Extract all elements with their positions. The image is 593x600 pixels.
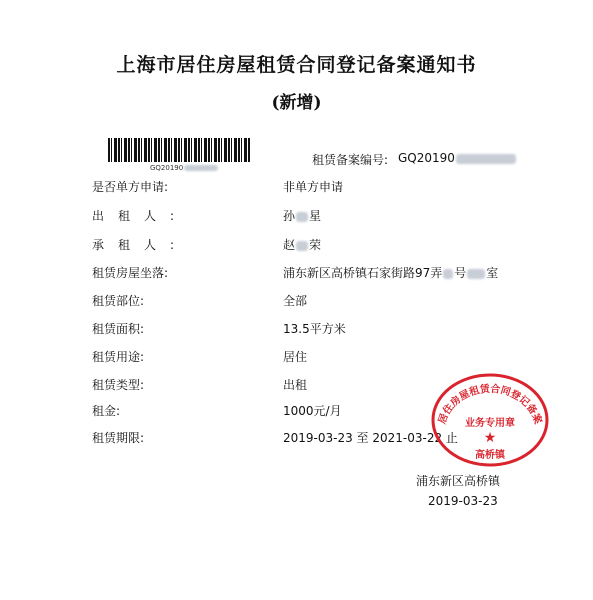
field-value-text: 赵 [283,238,296,252]
field-value-text: 出租 [283,378,308,392]
barcode [108,138,250,162]
field-label: 租赁用途: [92,350,145,364]
registration-number-prefix: GQ20190 [398,151,455,165]
registration-number-label: 租赁备案编号: [312,153,389,167]
seal-star-icon: ★ [483,430,497,446]
field-value [283,320,346,337]
field-value-text: 孙 [283,209,296,223]
seal-arc-text: 居住房屋租赁合同登记备案 [436,383,544,426]
redacted-mark [456,154,516,164]
field-value [283,402,342,419]
field-value-text: 2019-03-23 至 2021-03-22 止 [283,431,458,445]
field-value [283,264,498,281]
field-value-text: 1000元/月 [283,404,342,418]
field-label: 租赁部位: [92,294,145,308]
field-value [283,376,307,393]
field-label: 是否单方申请: [92,180,169,194]
field-value-text: 荣 [309,238,322,252]
barcode-number [150,164,219,172]
field-value-text: 居住 [283,350,308,364]
field-value [283,178,343,195]
field-label: 出租人: [92,209,189,223]
field-row [92,316,562,336]
field-value-text: 星 [309,209,322,223]
field-value-text: 全部 [283,294,308,308]
redacted-mark [296,212,308,222]
field-value-text: 室 [486,266,499,280]
field-value [283,292,307,309]
redacted-mark [443,269,453,279]
field-row [92,203,562,223]
redacted-mark [184,165,218,171]
barcode-number-prefix: GQ20190 [150,164,184,172]
official-seal [430,372,550,468]
field-row [92,174,562,194]
issuing-office: 浦东新区高桥镇 [416,474,501,488]
seal-line2: 高桥镇 [475,450,505,461]
issue-date: 2019-03-23 [428,494,498,508]
seal-line1: 业务专用章 [465,418,515,429]
field-label: 租赁类型: [92,378,145,392]
document-title: 上海市居住房屋租赁合同登记备案通知书 [116,54,477,76]
field-label: 租赁期限: [92,431,145,445]
field-value-text: 非单方申请 [283,180,344,194]
field-row [92,288,562,308]
document-subtitle: (新增) [271,93,322,113]
field-row [92,232,562,252]
field-value [283,348,307,365]
redacted-mark [296,241,308,251]
field-value-text: 13.5平方米 [283,322,346,336]
registration-number-value [398,151,517,165]
field-value-text: 浦东新区高桥镇石家街路97弄 [283,266,443,280]
field-label: 租赁面积: [92,322,145,336]
field-label: 租金: [92,404,121,418]
redacted-mark [467,269,485,279]
field-value [283,207,321,224]
field-label: 租赁房屋坐落: [92,266,169,280]
field-row [92,260,562,280]
field-label: 承租人: [92,238,189,252]
field-value-text: 号 [454,266,467,280]
field-row [92,344,562,364]
field-value [283,236,321,253]
